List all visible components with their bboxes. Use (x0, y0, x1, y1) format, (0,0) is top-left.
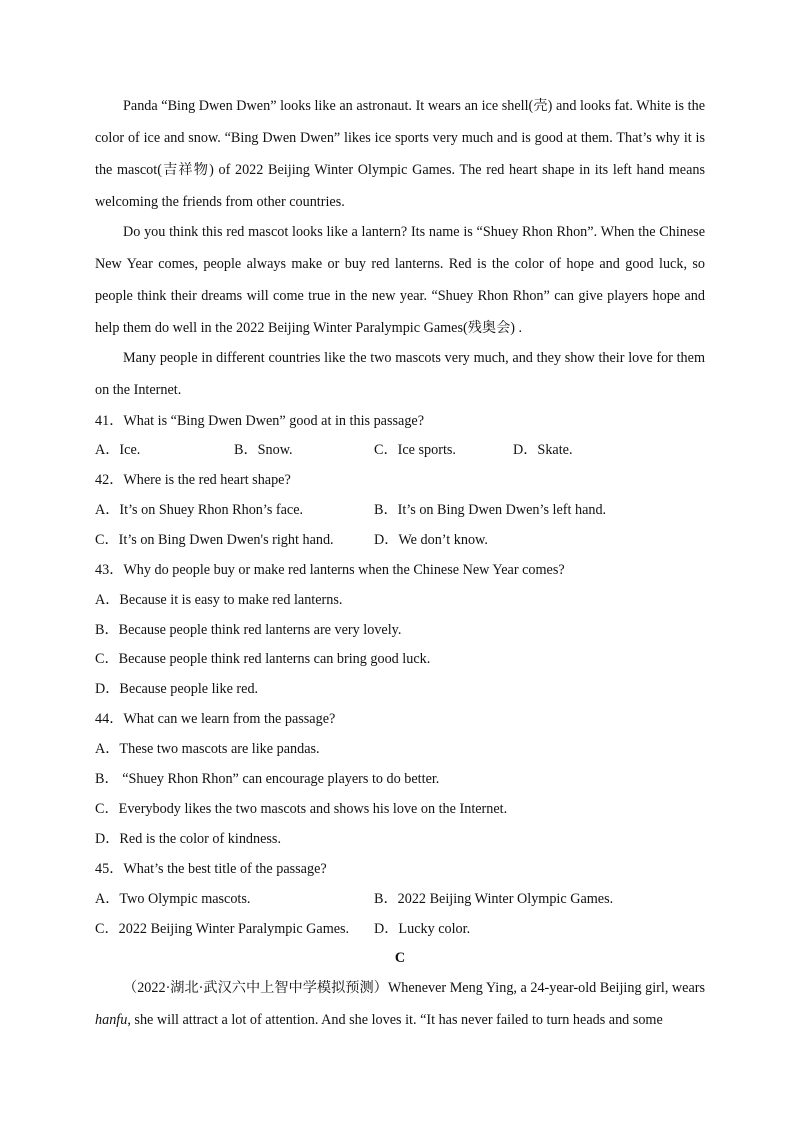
question-44-option-c: C．Everybody likes the two mascots and shows his love on the Internet. (95, 801, 508, 817)
question-43-option-d: D．Because people like red. (95, 681, 259, 697)
question-43-option-a: A．Because it is easy to make red lanterns. (95, 592, 343, 608)
question-44-option-a: A．These two mascots are like pandas. (95, 741, 320, 757)
question-45-option-a: A．Two Olympic mascots. (95, 891, 251, 907)
question-41-option-d: D．Skate. (513, 442, 573, 458)
question-41-option-b: B．Snow. (234, 442, 293, 458)
question-43-option-b: B．Because people think red lanterns are very lovely. (95, 622, 402, 638)
passage-paragraph-2: Do you think this red mascot looks like a lantern? Its name is “Shuey Rhon Rhon”. When the Chinese New Year comes, people always make or buy red lanterns. Red is the color of hope and good luck, so people think their dreams will come true in the new year. “Shuey Rhon Rhon” can give players hope and help them do well in the 2022 Beijing Winter Paralympic Games(残奥会) . (95, 224, 705, 336)
question-45-option-d: D．Lucky color. (374, 921, 471, 937)
question-45-option-c: C．2022 Beijing Winter Paralympic Games. (95, 921, 350, 937)
question-42-option-c: C．It’s on Bing Dwen Dwen's right hand. (95, 532, 334, 548)
section-c-intro-suffix: , she will attract a lot of attention. And she loves it. “It has never failed to turn heads and some (127, 1012, 663, 1028)
section-c-intro-italic-word: hanfu (95, 1012, 128, 1028)
section-c-intro-prefix: （2022·湖北·武汉六中上智中学模拟预测）Whenever Meng Ying, a 24-year-old Beijing girl, wears (123, 980, 705, 996)
question-41-option-c: C．Ice sports. (374, 442, 456, 458)
question-42-option-a: A．It’s on Shuey Rhon Rhon’s face. (95, 502, 304, 518)
question-43-option-c: C．Because people think red lanterns can bring good luck. (95, 651, 431, 667)
section-c-intro-paragraph (95, 972, 705, 1036)
section-heading-c: C (394, 950, 406, 966)
question-42-option-b: B．It’s on Bing Dwen Dwen’s left hand. (374, 502, 607, 518)
question-42-stem: 42．Where is the red heart shape? (95, 472, 291, 488)
question-42-option-d: D．We don’t know. (374, 532, 488, 548)
question-44-stem: 44．What can we learn from the passage? (95, 711, 336, 727)
passage-paragraph-1: Panda “Bing Dwen Dwen” looks like an astronaut. It wears an ice shell(壳) and looks fat. White is the color of ice and snow. “Bing Dwen Dwen” likes ice sports very much and is good at them. That’s why it is the mascot(吉祥物) of 2022 Beijing Winter Olympic Games. The red heart shape in its left hand means welcoming the friends from other countries. (95, 98, 705, 210)
question-41-option-a: A．Ice. (95, 442, 141, 458)
question-45-option-b: B．2022 Beijing Winter Olympic Games. (374, 891, 614, 907)
question-43-stem: 43．Why do people buy or make red lanterns when the Chinese New Year comes? (95, 562, 565, 578)
question-44-option-b: B． “Shuey Rhon Rhon” can encourage players to do better. (95, 771, 440, 787)
question-41-stem: 41．What is “Bing Dwen Dwen” good at in this passage? (95, 413, 425, 429)
question-45-stem: 45．What’s the best title of the passage? (95, 861, 327, 877)
question-44-option-d: D．Red is the color of kindness. (95, 831, 281, 847)
passage-paragraph-3: Many people in different countries like the two mascots very much, and they show their love for them on the Internet. (95, 350, 705, 398)
